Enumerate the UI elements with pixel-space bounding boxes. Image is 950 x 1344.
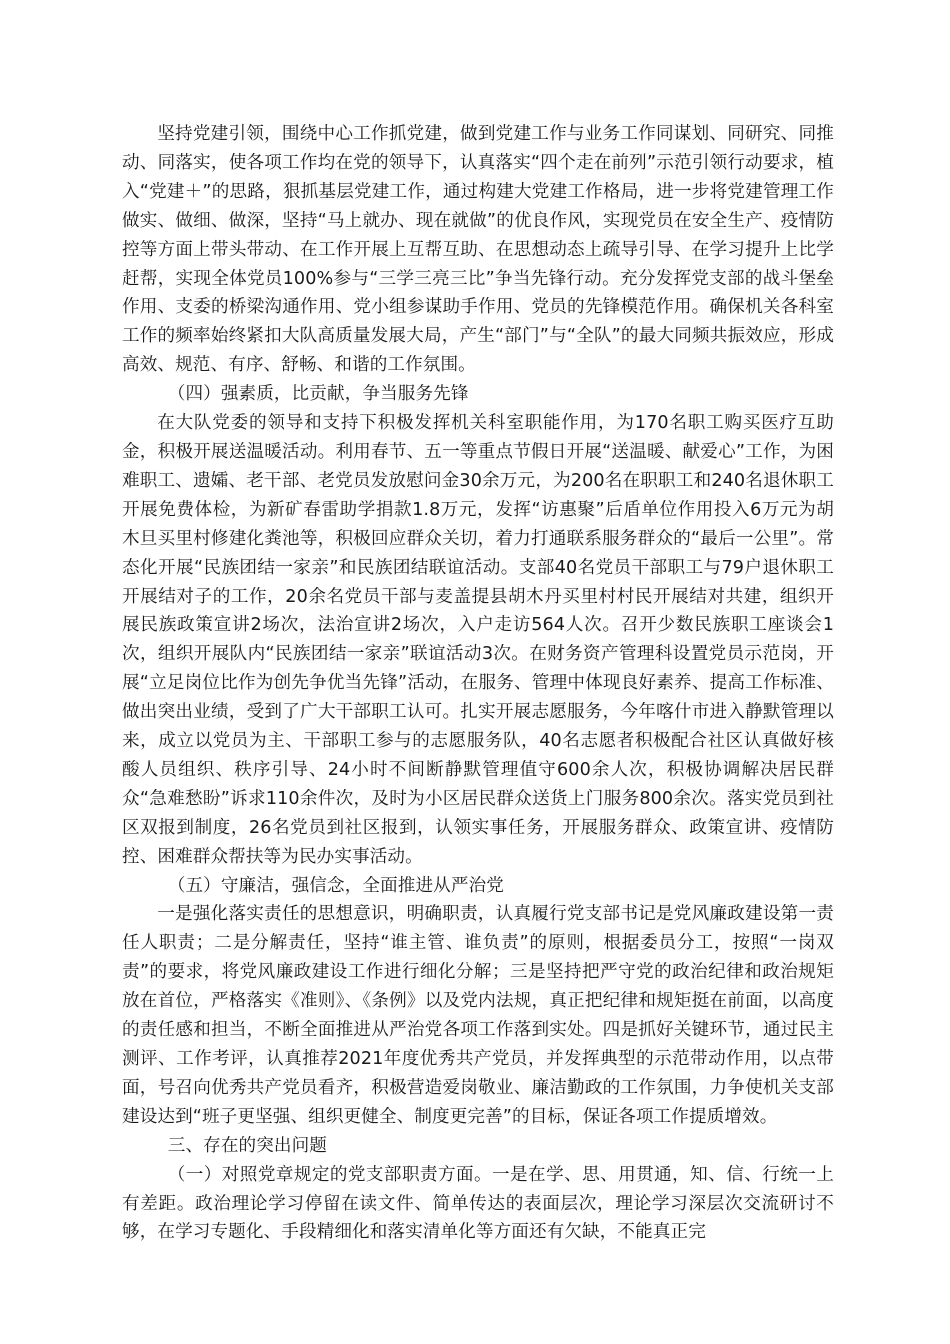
heading-section-four: （四）强素质，比贡献，争当服务先锋	[167, 384, 469, 405]
paragraph-problem-one: （一）对照党章规定的党支部职责方面。一是在学、思、用贯通，知、信、行统一上有差距。政治理论学习停留在读文件、简单传达的表面层次，理论学习深层次交流研讨不够，在学习专题化、手段精细化和落实清单化等方面还有欠缺，不能真正完	[122, 1164, 834, 1243]
heading-outstanding-problems: 三、存在的突出问题	[167, 1135, 327, 1156]
heading-section-five: （五）守廉洁，强信念，全面推进从严治党	[167, 875, 504, 896]
paragraph-party-building-leadership: 坚持党建引领，围绕中心工作抓党建，做到党建工作与业务工作同谋划、同研究、同推动、同落实，使各项工作均在党的领导下，认真落实“四个走在前列”示范引领行动要求，植入“党建＋”的思路，狠抓基层党建工作，通过构建大党建工作格局，进一步将党建管理工作做实、做细、做深，坚持“马上就办、现在就做”的优良作风，实现党员在安全生产、疫情防控等方面上带头带动、在工作开展上互帮互助、在思想动态上疏导引导、在学习提升上比学赶帮，实现全体党员100%参与“三学三亮三比”争当先锋行动。充分发挥党支部的战斗堡垒作用、支委的桥梁沟通作用、党小组参谋助手作用、党员的先锋模范作用。确保机关各科室工作的频率始终紧扣大队高质量发展大局，产生“部门”与“全队”的最大同频共振效应，形成高效、规范、有序、舒畅、和谐的工作氛围。	[122, 124, 834, 376]
paragraph-service-vanguard: 在大队党委的领导和支持下积极发挥机关科室职能作用，为170名职工购买医疗互助金，积极开展送温暖活动。利用春节、五一等重点节假日开展“送温暖、献爱心”工作，为困难职工、遗孀、老干部、老党员发放慰问金30余万元，为200名在职职工和240名退休职工开展免费体检，为新矿春雷助学捐款1.8万元，发挥“访惠聚”后盾单位作用投入6万元为胡木旦买里村修建化粪池等，积极回应群众关切，着力打通联系服务群众的“最后一公里”。常态化开展“民族团结一家亲”和民族团结联谊活动。支部40名党员干部职工与79户退休职工开展结对子的工作，20余名党员干部与麦盖提县胡木丹买里村村民开展结对共建，组织开展民族政策宣讲2场次，法治宣讲2场次，入户走访564人次。召开少数民族职工座谈会1次，组织开展队内“民族团结一家亲”联谊活动3次。在财务资产管理科设置党员示范岗，开展“立足岗位比作为创先争优当先锋”活动，在服务、管理中体现良好素养、提高工作标准、做出突出业绩，受到了广大干部职工认可。扎实开展志愿服务，今年喀什市进入静默管理以来，成立以党员为主、干部职工参与的志愿服务队，40名志愿者积极配合社区认真做好核酸人员组织、秩序引导、24小时不间断静默管理值守600余人次，积极协调解决居民群众“急难愁盼”诉求110余件次，及时为小区居民群众送货上门服务800余次。落实党员到社区双报到制度，26名党员到社区报到，认领实事任务，开展服务群众、政策宣讲、疫情防控、困难群众帮扶等为民办实事活动。	[122, 413, 834, 867]
document-body	[122, 120, 834, 1247]
paragraph-strict-governance: 一是强化落实责任的思想意识，明确职责，认真履行党支部书记是党风廉政建设第一责任人职责；二是分解责任，坚持“谁主管、谁负责”的原则，根据委员分工，按照“一岗双责”的要求，将党风廉政建设工作进行细化分解；三是坚持把严守党的政治纪律和政治规矩放在首位，严格落实《准则》、《条例》以及党内法规，真正把纪律和规矩挺在前面，以高度的责任感和担当，不断全面推进从严治党各项工作落到实处。四是抓好关键环节，通过民主测评、工作考评，认真推荐2021年度优秀共产党员，并发挥典型的示范带动作用，以点带面，号召向优秀共产党员看齐，积极营造爱岗敬业、廉洁勤政的工作氛围，力争使机关支部建设达到“班子更坚强、组织更健全、制度更完善”的目标，保证各项工作提质增效。	[122, 904, 834, 1127]
